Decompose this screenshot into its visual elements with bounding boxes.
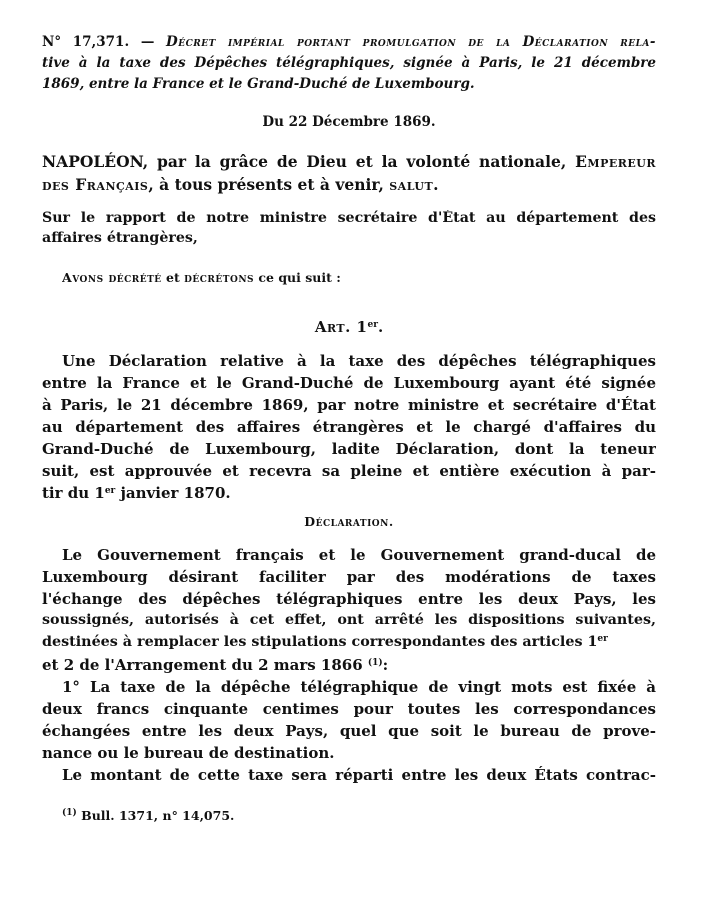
declaration-line-1: Le Gouvernement français et le Gouvernement grand-ducal de [62, 546, 656, 564]
article-line-7: tir du 1er janvier 1870. [42, 484, 231, 502]
article-line-5: Grand-Duché de Luxembourg, ladite Déclaration, dont la teneur [42, 440, 656, 458]
point1-line-1: 1° La taxe de la dépêche télégraphique de vingt mots est fixée à [62, 678, 656, 696]
point1-line-4: nance ou le bureau de destination. [42, 744, 335, 762]
decree-title-line-2: tive à la taxe des Dépêches télégraphiques, signée à Paris, le 21 décembre [42, 55, 656, 71]
decree-title-line-1: N° 17,371. — Décret impérial portant promulgation de la Déclaration rela- [42, 34, 656, 50]
article-heading: Art. 1er. [314, 318, 384, 336]
declaration-line-2: Luxembourg désirant faciliter par des modérations de taxes [42, 568, 656, 586]
declaration-line-6: et 2 de l'Arrangement du 2 mars 1866 $^{(1)}$: [42, 656, 389, 674]
footnote-ref: (1) [367, 658, 383, 668]
point1-line-3: échangées entre les deux Pays, quel que soit le bureau de prove- [42, 722, 656, 740]
enacting-clause: Avons décrété et décrétons ce qui suit : [62, 270, 341, 285]
article-line-1: Une Déclaration relative à la taxe des dépêches télégraphiques [62, 352, 656, 370]
declaration-heading: Déclaration. [304, 514, 394, 529]
decree-number: N° 17,371. — [42, 34, 167, 50]
declaration-line-4: soussignés, autorisés à cet effet, ont arrêté les dispositions suivantes, [42, 612, 656, 628]
montant-line: Le montant de cette taxe sera réparti entre les deux États contrac- [62, 766, 656, 784]
considerant-line-1: Sur le rapport de notre ministre secrétaire d'État au département des [42, 210, 656, 226]
considerant-line-2: affaires étrangères, [42, 230, 198, 246]
declaration-line-3: l'échange des dépêches télégraphiques entre les deux Pays, les [42, 590, 656, 608]
article-line-6: suit, est approuvée et recevra sa pleine et entière exécution à par- [42, 462, 656, 480]
decree-date: Du 22 Décembre 1869. [262, 114, 436, 130]
article-line-3: à Paris, le 21 décembre 1869, par notre ministre et secrétaire d'État [42, 396, 656, 414]
article-line-2: entre la France et le Grand-Duché de Luxembourg ayant été signée [42, 374, 656, 392]
preamble-line-2: des Français, à tous présents et à venir, salut. [42, 175, 439, 194]
preamble-line-1: NAPOLÉON, par la grâce de Dieu et la volonté nationale, Empereur [42, 152, 656, 171]
footnote: $^{(1)}$ Bull. 1371, n° 14,075. [62, 808, 235, 823]
decree-title-line-3: 1869, entre la France et le Grand-Duché de Luxembourg. [42, 76, 475, 92]
declaration-line-5: destinées à remplacer les stipulations correspondantes des articles 1er [42, 634, 608, 650]
article-line-4: au département des affaires étrangères et le chargé d'affaires du [42, 418, 656, 436]
point1-line-2: deux francs cinquante centimes pour toutes les correspondances [42, 700, 656, 718]
